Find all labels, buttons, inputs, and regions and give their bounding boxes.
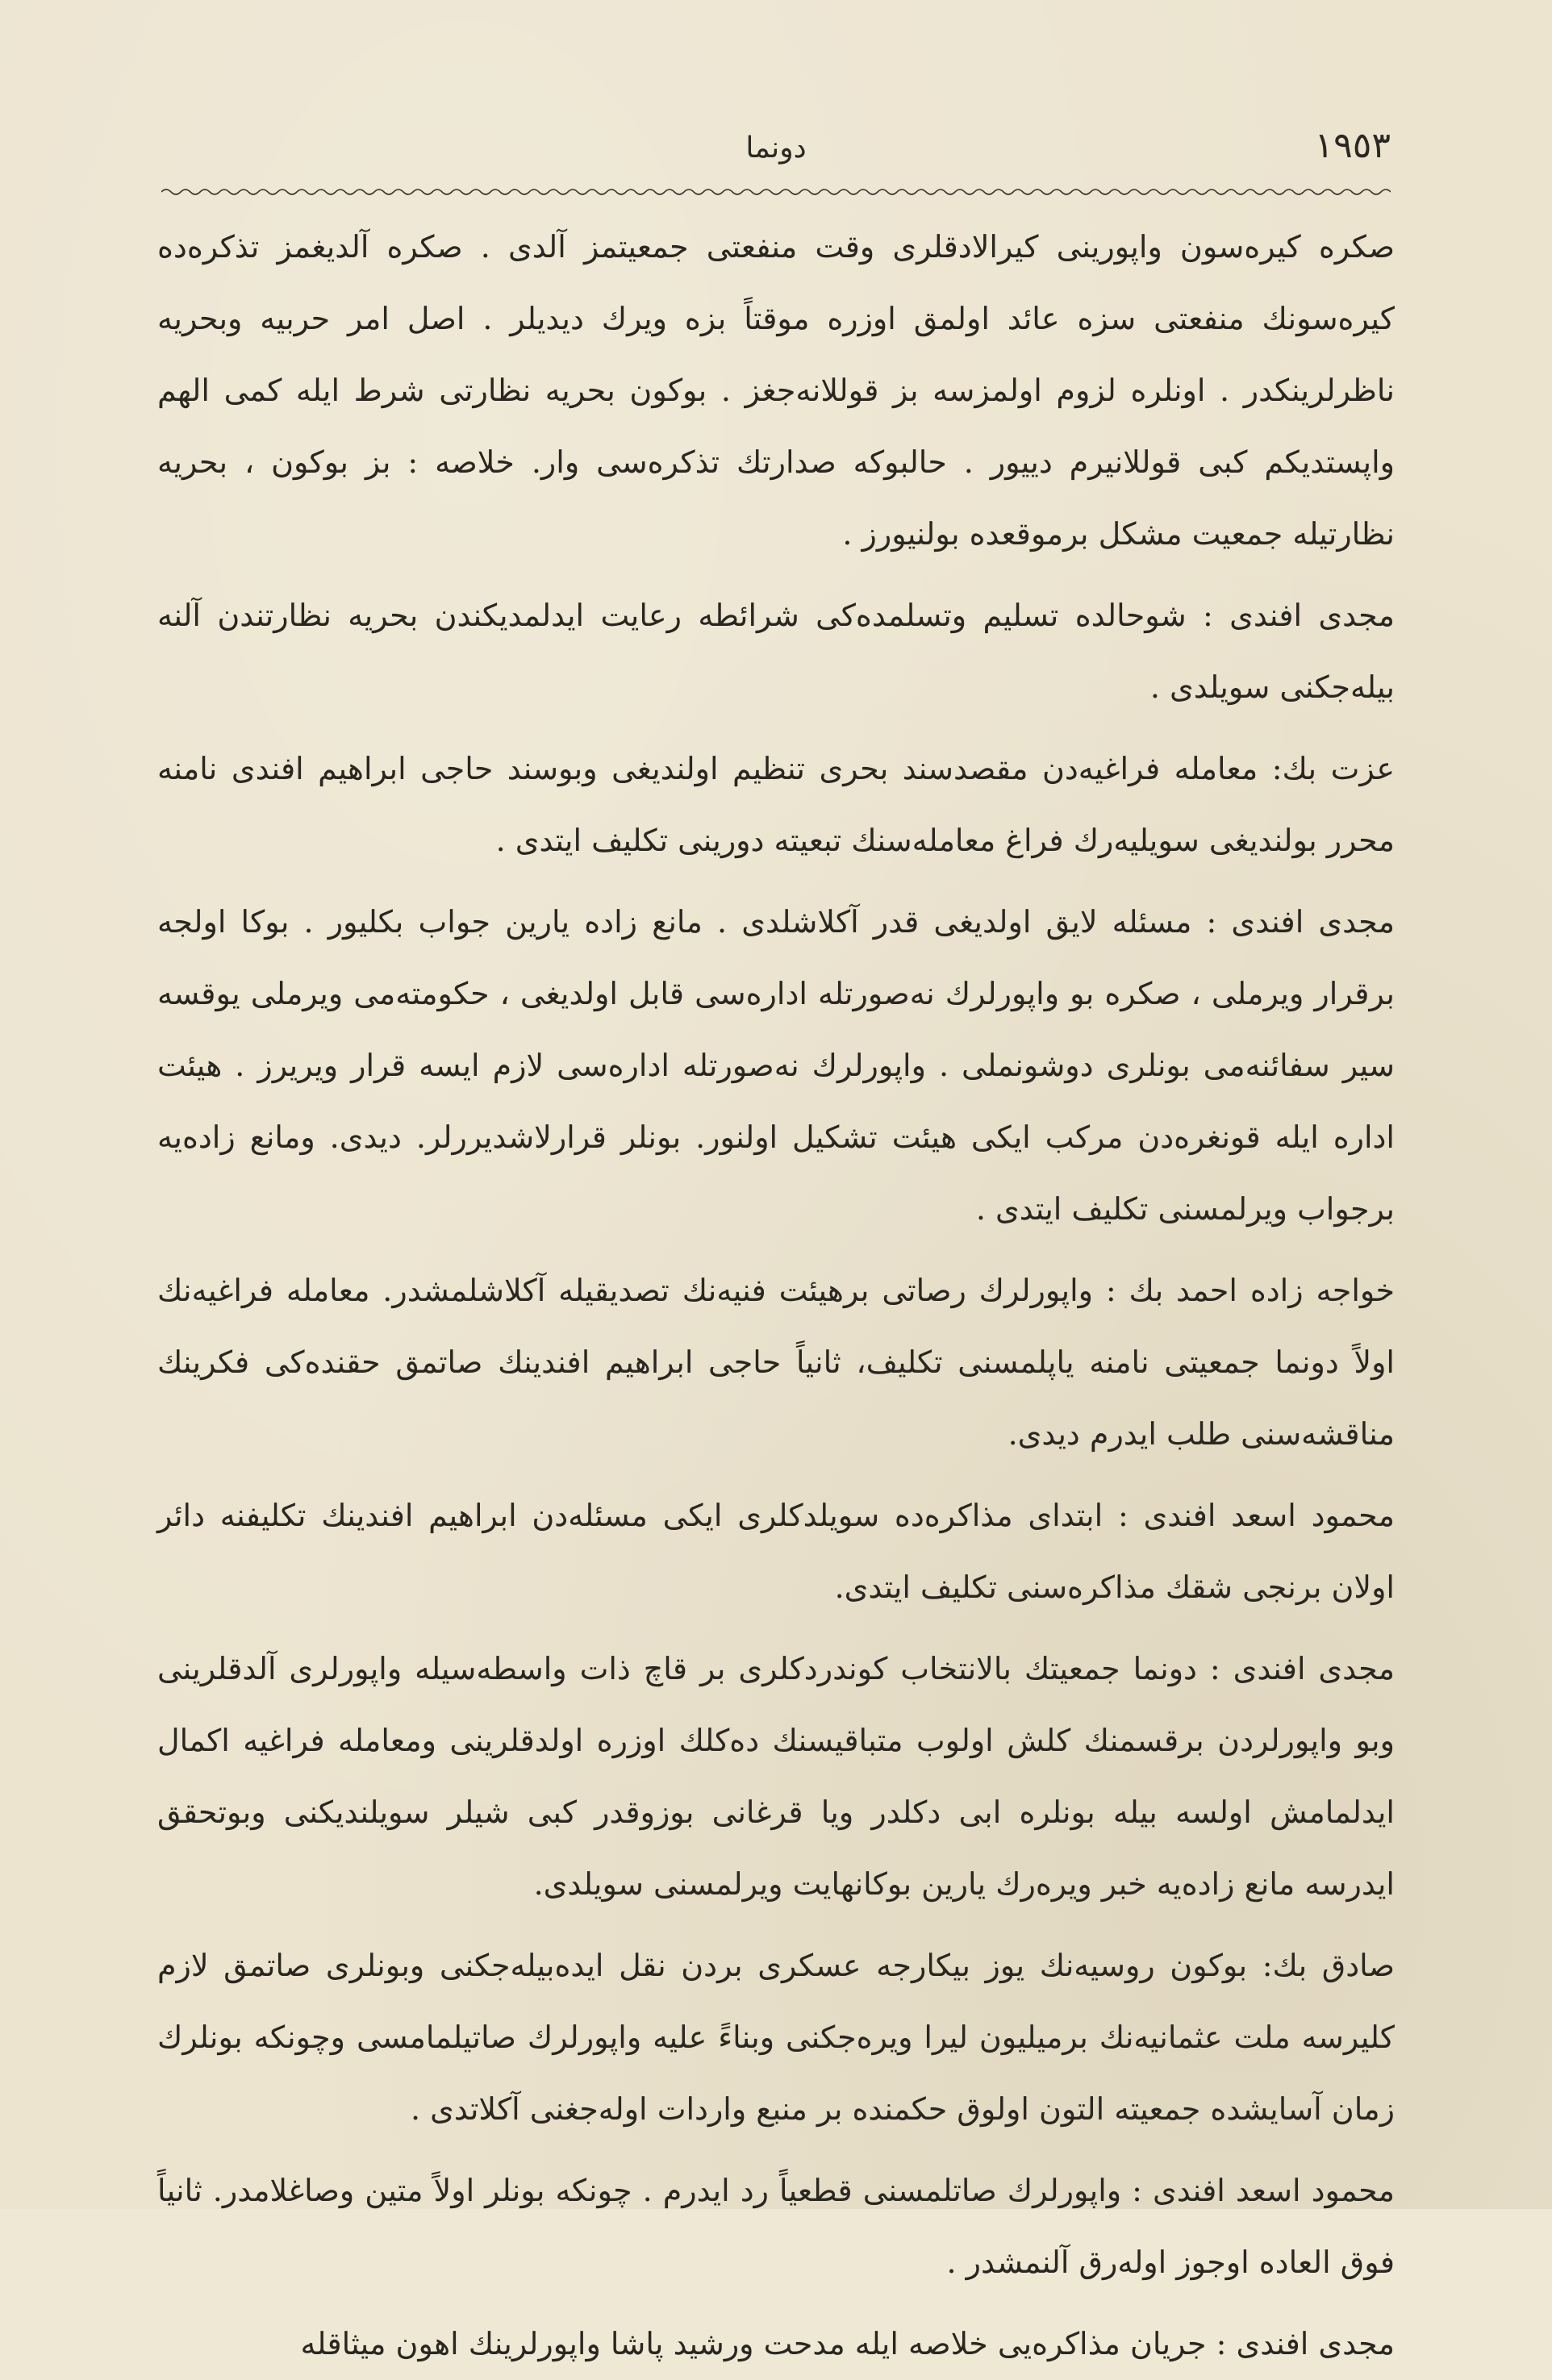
paragraph: محمود اسعد افندی : واپورلرك صاتلمسنی قطعیاً رد ایدرم . چونکه بونلر اولاً متین وصاغلامدر. ثانیاً فوق العاده اوجوز اولەرق آلنمشدر . <box>157 2173 1395 2280</box>
paragraph: مجدی افندی : مسئله لایق اولدیغی قدر آکلاشلدی . مانع زاده یارین جواب بکلیور . بوکا اولجه برقرار ویرملی ، صکره بو واپورلرك نەصورتله ادارەسی قابل اولدیغی ، حکومتەمی ویرملی یوقسه سیر سفائنەمی بونلری دوشونملی . واپورلرك نەصورتله ادارەسی لازم ایسه قرار ویریرز . هیئت اداره ایله قونغرەدن مرکب ایکی هیئت تشکیل اولنور. بونلر قرارلاشدیررلر. دیدی. ومانع زادەیه برجواب ویرلمسنی تکلیف ایتدی . <box>157 904 1395 1227</box>
running-title: دونما <box>745 131 807 165</box>
paragraph: صکره کیرەسون واپورینی کیرالادقلری وقت منفعتی جمعیتمز آلدی . صکره آلدیغمز تذکرەدە کیرەسونك منفعتی سزه عائد اولمق اوزره موقتاً بزه ویرك دیدیلر . اصل امر حربیه وبحریه ناظرلرینکدر . اونلره لزوم اولمزسه بز قوللانەجغز . بوکون بحریه نظارتی شرط ایله کمی الهم واپستدیکم کبی قوللانیرم دییور . حالبوکه صدارتك تذکرەسی وار. خلاصه : بز بوکون ، بحریه نظارتیله جمعیت مشکل برموقعده بولنیورز . <box>157 229 1395 552</box>
body-text <box>157 211 1395 2380</box>
page-header <box>161 125 1391 181</box>
wavy-divider-icon <box>161 187 1391 197</box>
paragraph: خواجه زاده احمد بك : واپورلرك رصاتی برهیئت فنیەنك تصدیقیله آکلاشلمشدر. معامله فراغیەنك اولاً دونما جمعیتی نامنه یاپلمسنی تکلیف، ثانیاً حاجی ابراهیم افندینك صاتمق حقندەکی فکرینك مناقشەسنی طلب ایدرم دیدی. <box>157 1273 1395 1452</box>
paragraph: مجدی افندی : دونما جمعیتك بالانتخاب کوندردکلری بر قاچ ذات واسطەسیله واپورلری آلدقلرینی وبو واپورلردن برقسمنك کلش اولوب متباقیسنك دەکلك اوزره اولدقلرینی ومعامله فراغیه اکمال ایدلمامش اولسه بیله بونلره ابی دکلدر ویا قرغانی بوزوقدر کبی شیلر سویلندیکنی وبوتحقق ایدرسه مانع زادەیه خبر ویرەرك یارین بوکانهایت ویرلمسنی سویلدی. <box>157 1651 1395 1902</box>
header-rule <box>161 187 1391 197</box>
paragraph: مجدی افندی : جریان مذاکرەیی خلاصه ایله مدحت ورشید پاشا واپورلرینك اهون میثاقله <box>300 2326 1395 2361</box>
paragraph: مجدی افندی : شوحالده تسلیم وتسلمدەکی شرائطه رعایت ایدلمدیکندن بحریه نظارتندن آلنه بیلەجکنی سویلدی . <box>157 598 1395 705</box>
paragraph: عزت بك: معامله فراغیەدن مقصدسند بحری تنظیم اولندیغی وبوسند حاجی ابراهیم افندی نامنه محرر بولندیغی سویلیەرك فراغ معاملەسنك تبعیته دورینی تکلیف ایتدی . <box>157 751 1395 858</box>
paragraph: صادق بك: بوکون روسیەنك یوز بیکارجه عسکری بردن نقل ایدەبیلەجکنی وبونلری صاتمق لازم کلیرسه ملت عثمانیەنك برمیلیون لیرا ویرەجکنی وبناءً علیه واپورلرك صاتیلمامسی وچونکه بونلرك زمان آسایشده جمعیته التون اولوق حکمنده بر منبع واردات اولەجغنی آکلاتدی . <box>157 1948 1395 2127</box>
page-number: ١٩٥٣ <box>1314 125 1391 166</box>
paragraph: محمود اسعد افندی : ابتدای مذاکرەده سویلدکلری ایکی مسئلەدن ابراهیم افندینك تکلیفنه دائر اولان برنجی شقك مذاکرەسنی تکلیف ایتدی. <box>157 1498 1395 1605</box>
